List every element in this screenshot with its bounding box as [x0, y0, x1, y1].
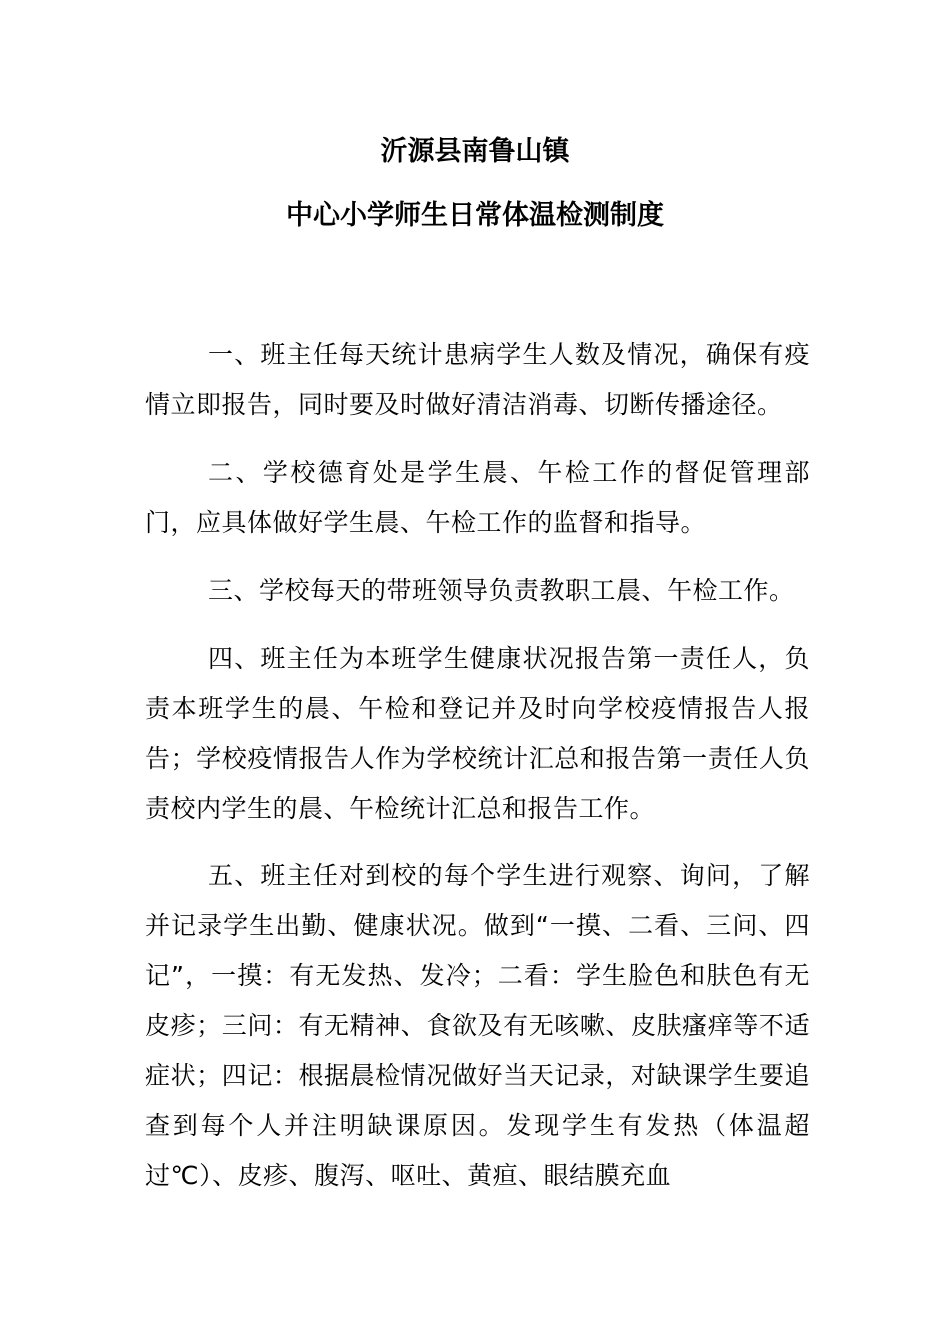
paragraph-5: 五、班主任对到校的每个学生进行观察、询问，了解并记录学生出勤、健康状况。做到“一摸、二看、三问、四记”，一摸：有无发热、发冷；二看：学生脸色和肤色有无皮疹；三问：有无精神、食欲及有无咳嗽、皮肤瘙痒等不适症状；四记：根据晨检情况做好当天记录，对缺课学生要追查到每个人并注明缺课原因。发现学生有发热（体温超过℃）、皮疹、腹泻、呕吐、黄疸、眼结膜充血: [145, 861, 810, 1190]
paragraph-2: 二、学校德育处是学生晨、午检工作的督促管理部门，应具体做好学生晨、午检工作的监督和指导。: [145, 458, 810, 537]
paragraph-3: 三、学校每天的带班领导负责教职工晨、午检工作。: [208, 576, 795, 605]
document-title-line-2: 中心小学师生日常体温检测制度: [286, 200, 664, 231]
document-body: [145, 330, 810, 1219]
document-title-line-1: 沂源县南鲁山镇: [380, 136, 570, 167]
paragraph-4: 四、班主任为本班学生健康状况报告第一责任人，负责本班学生的晨、午检和登记并及时向学校疫情报告人报告；学校疫情报告人作为学校统计汇总和报告第一责任人负责校内学生的晨、午检统计汇总和报告工作。: [145, 644, 810, 823]
paragraph-1: 一、班主任每天统计患病学生人数及情况，确保有疫情立即报告，同时要及时做好清洁消毒、切断传播途径。: [145, 340, 810, 419]
